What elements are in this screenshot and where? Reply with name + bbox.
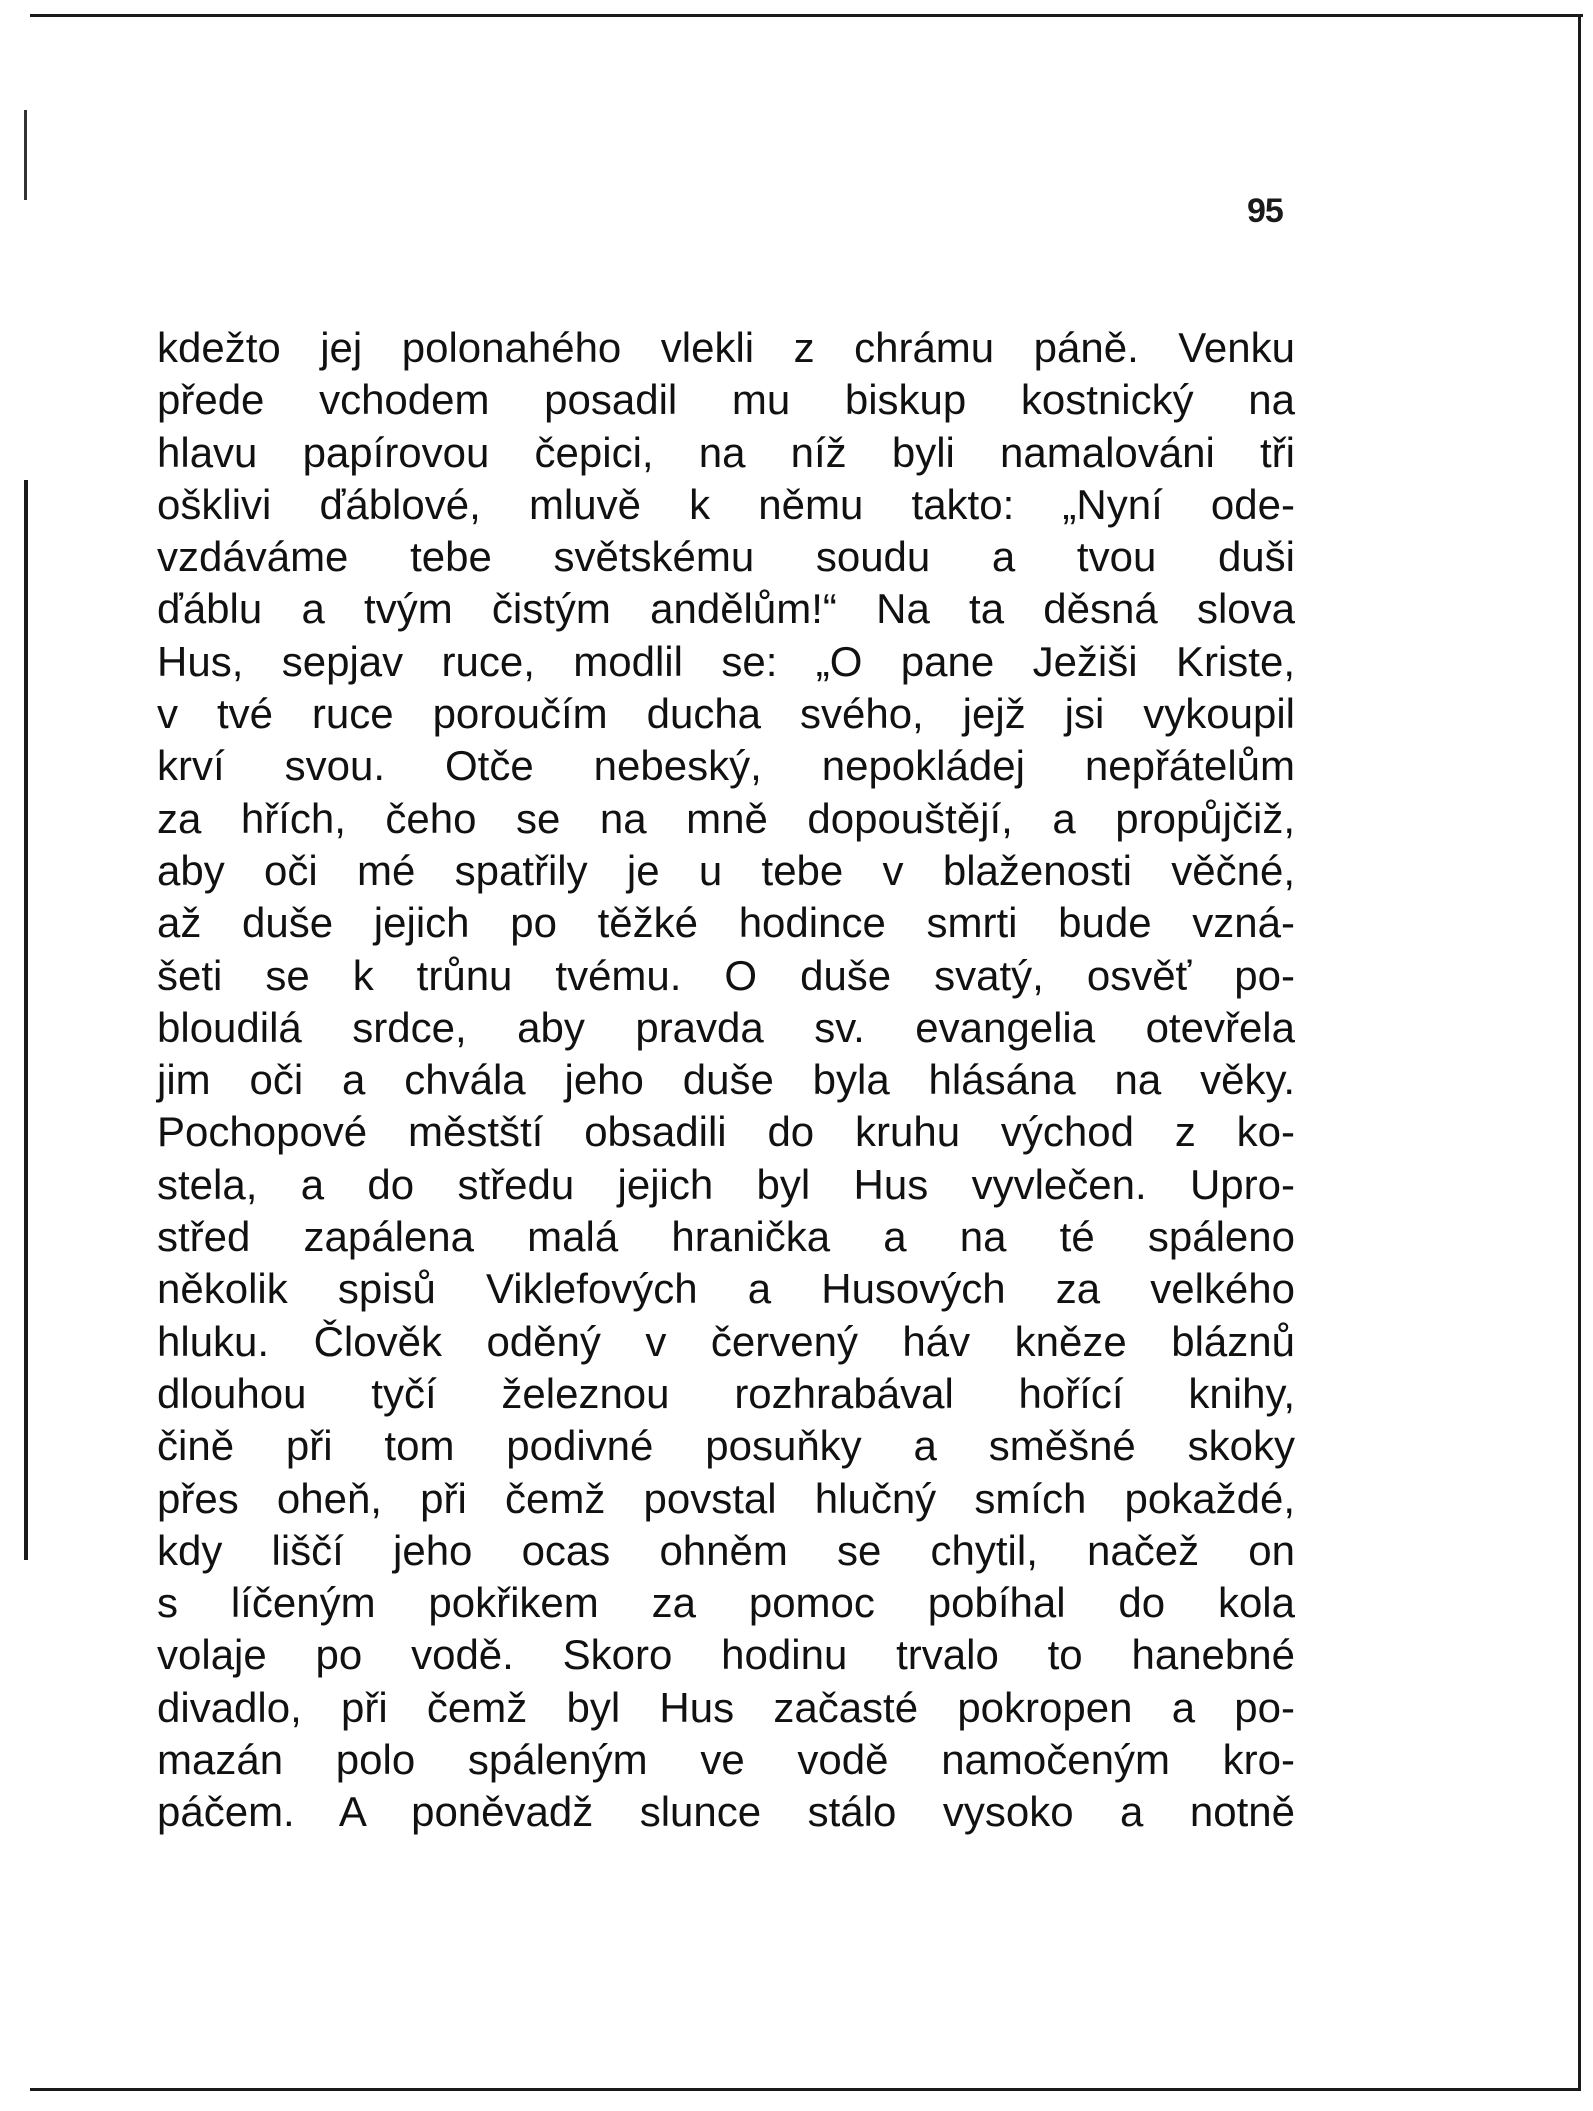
text-line: kdežto jej polonahého vlekli z chrámu páně. Venku (157, 324, 1295, 371)
text-line: aby oči mé spatřily je u tebe v blaženosti věčné, (157, 846, 1295, 894)
text-line: až duše jejich po těžké hodince smrti bude vzná- (157, 899, 1295, 947)
text-line: Hus, sepjav ruce, modlil se: „O pane Ježiši Kriste, (157, 637, 1295, 685)
text-line: krví svou. Otče nebeský, nepokládej nepřátelům (157, 742, 1295, 790)
text-line: dlouhou tyčí železnou rozhrabával hořící knihy, (157, 1369, 1295, 1417)
scan-border-top (30, 14, 1583, 17)
text-line: jim oči a chvála jeho duše byla hlásána na věky. (157, 1056, 1295, 1104)
text-line: přes oheň, při čemž povstal hlučný smích pokaždé, (157, 1474, 1295, 1522)
text-line: bloudilá srdce, aby pravda sv. evangelia otevřela (157, 1003, 1295, 1051)
text-line: Pochopové městští obsadili do kruhu východ z ko- (157, 1108, 1295, 1156)
scan-border-left (24, 480, 28, 1560)
text-line: za hřích, čeho se na mně dopouštějí, a propůjčiž, (157, 794, 1295, 842)
body-text (157, 322, 1295, 1839)
page-number: 95 (1247, 192, 1283, 230)
text-line: mazán polo spáleným ve vodě namočeným kro- (157, 1736, 1295, 1784)
text-line: hluku. Člověk oděný v červený háv kněze bláznů (157, 1317, 1295, 1365)
text-line: v tvé ruce poroučím ducha svého, jejž jsi vykoupil (157, 690, 1295, 738)
text-line: několik spisů Viklefových a Husových za velkého (157, 1265, 1295, 1313)
text-line: přede vchodem posadil mu biskup kostnický na (157, 376, 1295, 424)
text-line: divadlo, při čemž byl Hus začasté pokropen a po- (157, 1683, 1295, 1731)
text-line: šeti se k trůnu tvému. O duše svatý, osvěť po- (157, 951, 1295, 999)
scan-border-bottom (30, 2088, 1581, 2091)
scan-border-left-upper (24, 110, 27, 200)
text-line: ošklivi ďáblové, mluvě k němu takto: „Nyní ode- (157, 480, 1295, 528)
text-line: páčem. A poněvadž slunce stálo vysoko a notně (157, 1788, 1295, 1836)
text-line: kdy liščí jeho ocas ohněm se chytil, načež on (157, 1526, 1295, 1574)
text-line: volaje po vodě. Skoro hodinu trvalo to hanebné (157, 1631, 1295, 1679)
text-line: hlavu papírovou čepici, na níž byli namalováni tři (157, 428, 1295, 476)
scan-border-right (1578, 14, 1581, 2089)
text-line: stela, a do středu jejich byl Hus vyvlečen. Upro- (157, 1160, 1295, 1208)
text-line: čině při tom podivné posuňky a směšné skoky (157, 1422, 1295, 1470)
text-line: střed zapálena malá hranička a na té spáleno (157, 1213, 1295, 1261)
text-line: s líčeným pokřikem za pomoc pobíhal do kola (157, 1579, 1295, 1627)
text-line: ďáblu a tvým čistým andělům!“ Na ta děsná slova (157, 585, 1295, 633)
text-line: vzdáváme tebe světskému soudu a tvou duši (157, 533, 1295, 581)
